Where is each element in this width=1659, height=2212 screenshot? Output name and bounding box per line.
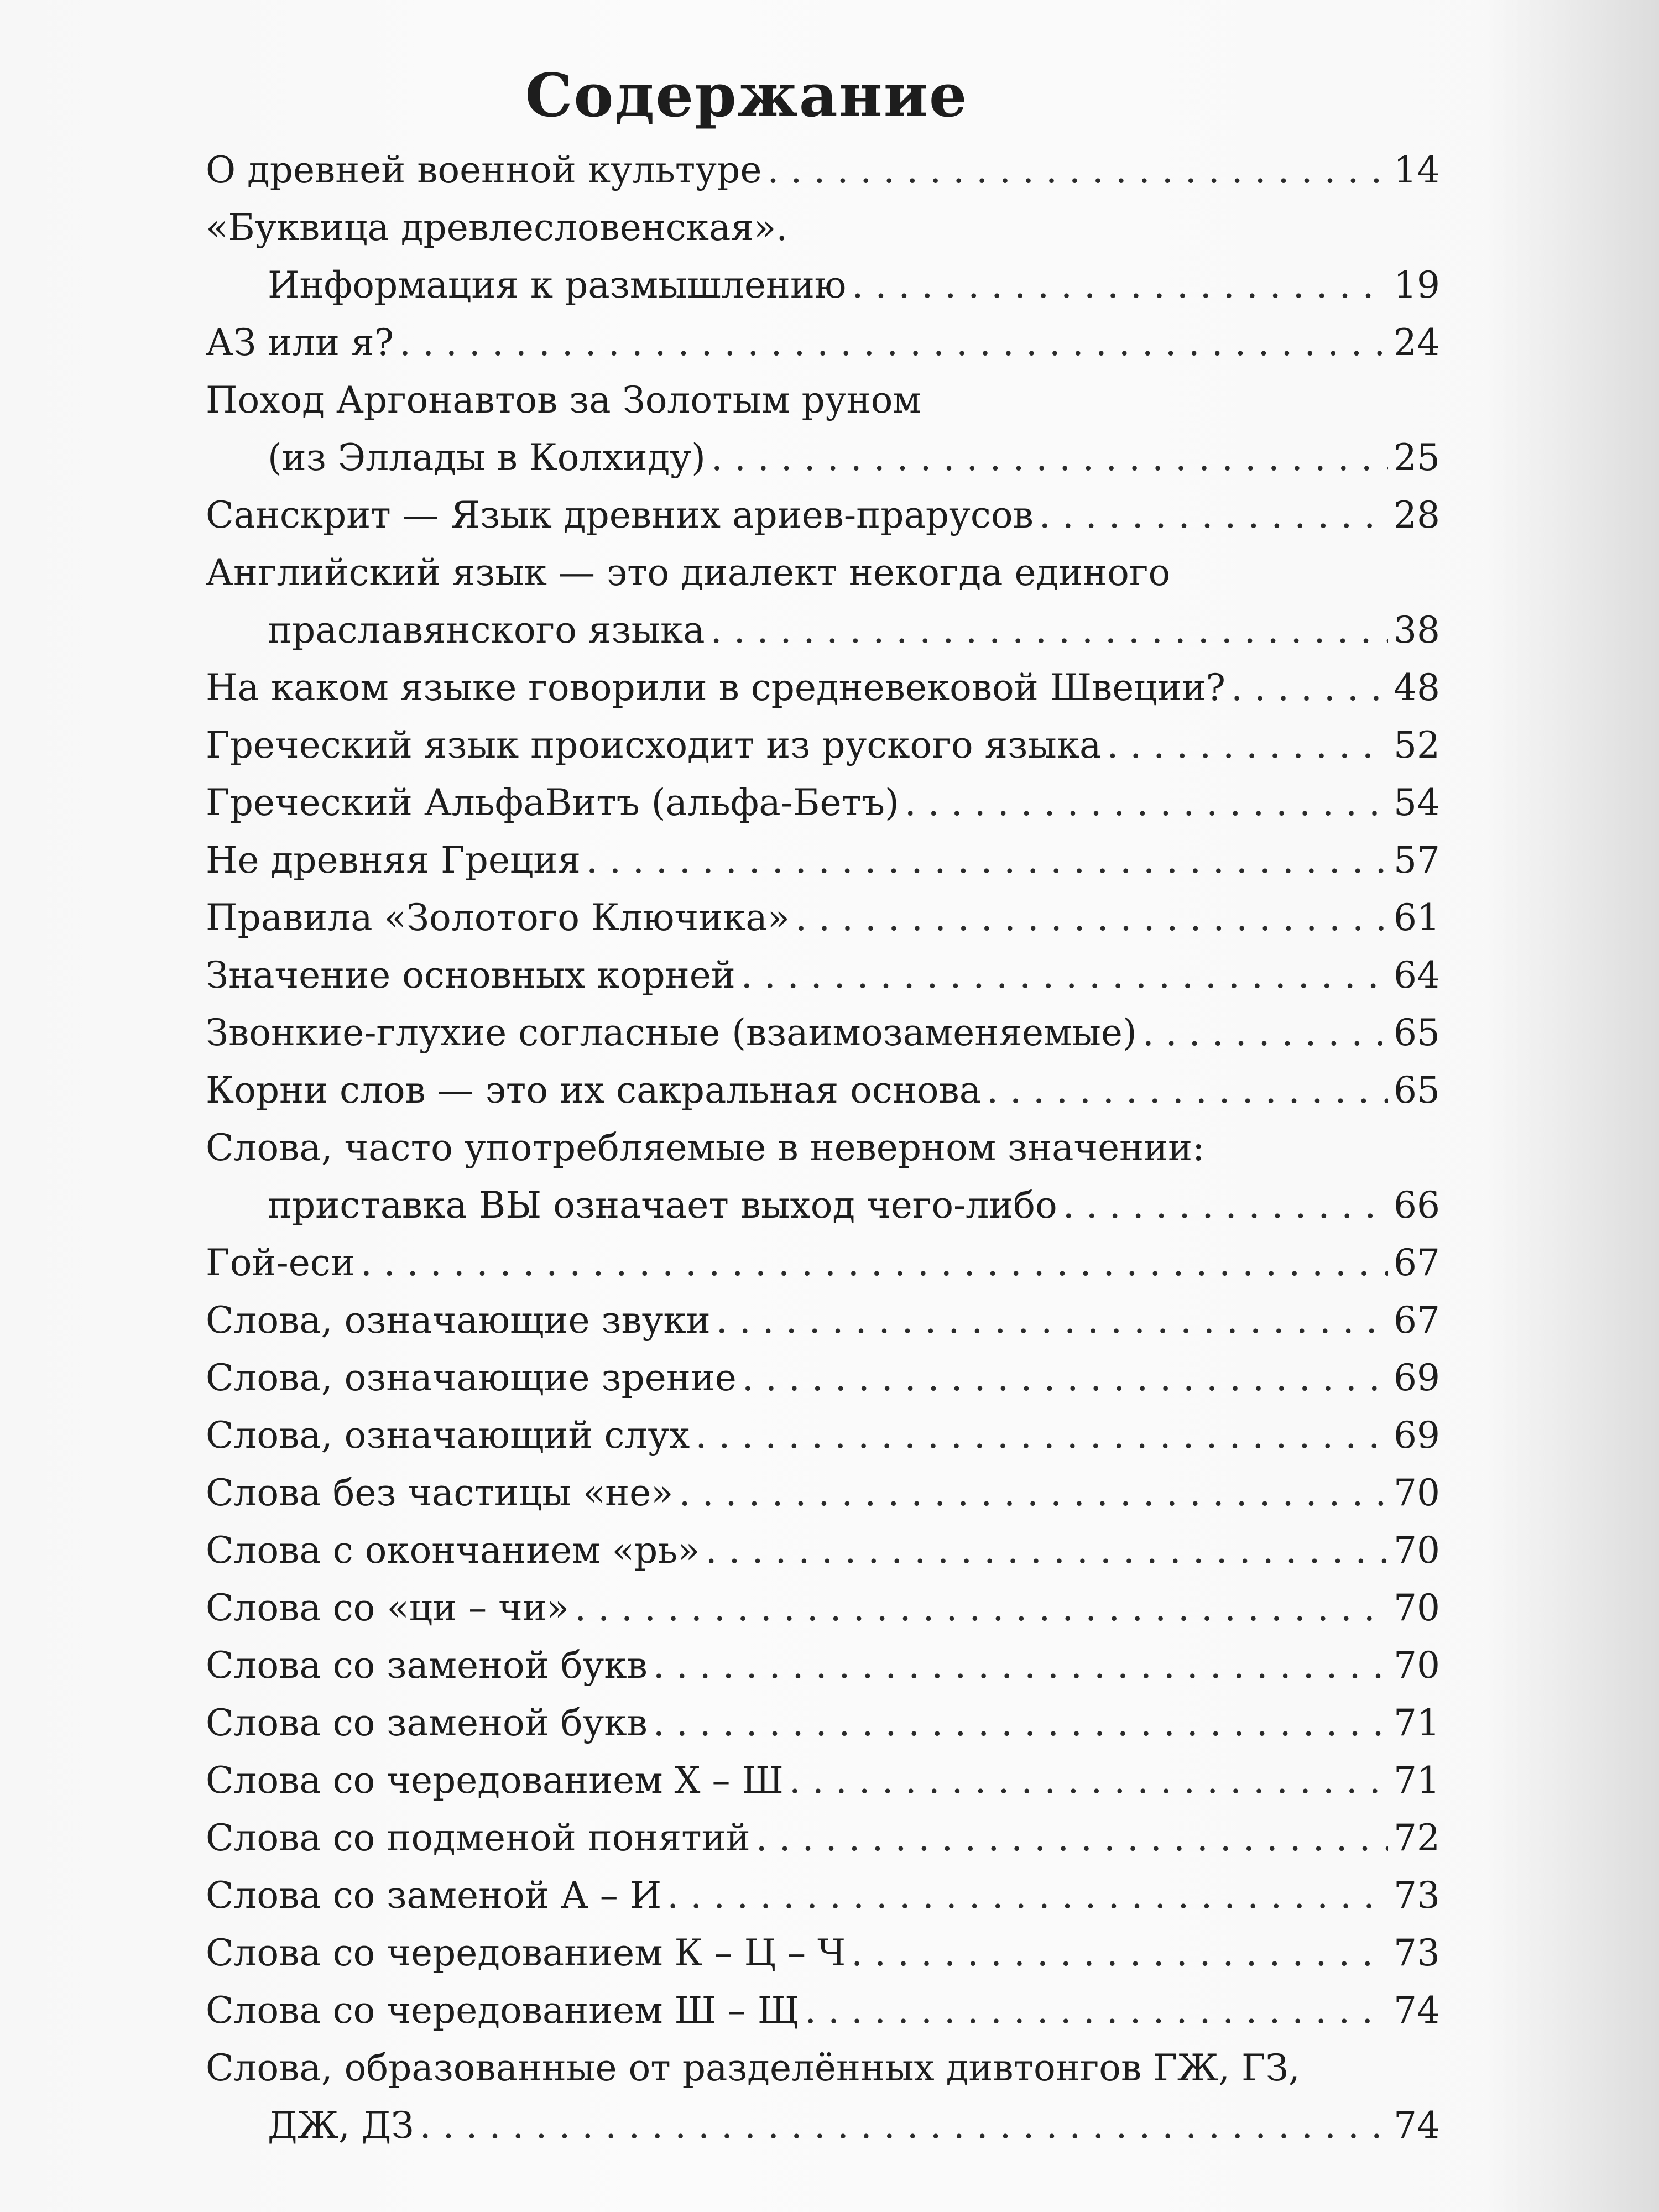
toc-entry-title: ДЖ, ДЗ [268, 2104, 414, 2147]
toc-entry-page-number: 70 [1394, 1529, 1440, 1572]
toc-entry-page-number: 74 [1394, 2104, 1440, 2147]
dot-leader [795, 889, 1388, 947]
toc-entry-title: Не древняя Греция [206, 839, 581, 881]
toc-entry [206, 1637, 1440, 1694]
toc-entry-page-number: 74 [1394, 1989, 1440, 2032]
toc-entry [206, 544, 1440, 602]
dot-leader [741, 947, 1388, 1004]
dot-leader [1231, 659, 1388, 717]
toc-entry [206, 1349, 1440, 1407]
toc-entry-page-number: 70 [1394, 1472, 1440, 1514]
toc-entry [206, 1177, 1440, 1234]
toc-entry-page-number: 70 [1394, 1587, 1440, 1629]
dot-leader [1063, 1177, 1388, 1234]
toc-entry [206, 889, 1440, 947]
toc-entry-title: Поход Аргонавтов за Золотым руном [206, 379, 921, 421]
toc-entry-page-number: 28 [1394, 494, 1440, 536]
dot-leader [706, 1522, 1388, 1579]
page-title: Содержание [525, 61, 968, 131]
toc-entry-title: Слова со «ци – чи» [206, 1587, 570, 1629]
toc-entry-page-number: 24 [1394, 321, 1440, 364]
toc-entry [206, 1522, 1440, 1579]
toc-entry-page-number: 73 [1394, 1932, 1440, 1974]
dot-leader [905, 774, 1388, 832]
toc-entry-title: Слова, часто употребляемые в неверном значении: [206, 1126, 1205, 1169]
dot-leader [361, 1234, 1388, 1292]
toc-entry-page-number: 57 [1394, 839, 1440, 881]
toc-entry-title: Корни слов — это их сакральная основа [206, 1069, 982, 1112]
toc-entry [206, 602, 1440, 659]
dot-leader [653, 1694, 1388, 1752]
toc-entry-page-number: 54 [1394, 781, 1440, 824]
toc-entry [206, 199, 1440, 257]
toc-entry-title: Греческий язык происходит из руского языка [206, 724, 1102, 766]
toc-entry [206, 2097, 1440, 2154]
toc-entry-title: Звонкие-глухие согласные (взаимозаменяемые) [206, 1011, 1137, 1054]
toc-entry-title: Слова, образованные от разделённых дивтонгов ГЖ, ГЗ, [206, 2047, 1300, 2089]
toc-entry [206, 1982, 1440, 2039]
dot-leader [742, 1349, 1388, 1407]
toc-entry [206, 1464, 1440, 1522]
toc-entry [206, 717, 1440, 774]
toc-entry-page-number: 65 [1394, 1011, 1440, 1054]
toc-entry-page-number: 65 [1394, 1069, 1440, 1112]
toc-entry-title: Слова со заменой А – И [206, 1874, 662, 1917]
toc-entry-title: Значение основных корней [206, 954, 735, 997]
toc-entry [206, 2039, 1440, 2097]
toc-entry-title: Слова со чередованием Х – Ш [206, 1759, 784, 1802]
toc-entry [206, 659, 1440, 717]
toc-entry-page-number: 52 [1394, 724, 1440, 766]
toc-entry-title: праславянского языка [268, 609, 705, 651]
dot-leader [716, 1292, 1388, 1349]
dot-leader [767, 142, 1388, 199]
toc-entry-title: Слова со заменой букв [206, 1644, 648, 1687]
toc-entry [206, 1234, 1440, 1292]
toc-entry [206, 1867, 1440, 1924]
toc-entry-title: приставка ВЫ означает выход чего-либо [268, 1184, 1057, 1227]
dot-leader [852, 257, 1388, 314]
toc-entry [206, 1004, 1440, 1062]
dot-leader [987, 1062, 1388, 1119]
toc-entry [206, 832, 1440, 889]
dot-leader [575, 1579, 1388, 1637]
toc-entry-title: Правила «Золотого Ключика» [206, 896, 790, 939]
toc-entry [206, 314, 1440, 372]
toc-entry-page-number: 25 [1394, 436, 1440, 479]
toc-entry-title: Слова, означающие звуки [206, 1299, 711, 1342]
dot-leader [711, 429, 1388, 487]
dot-leader [667, 1867, 1388, 1924]
dot-leader [756, 1809, 1388, 1867]
toc-entry [206, 1407, 1440, 1464]
dot-leader [1107, 717, 1388, 774]
toc-entry-title: Слова со подменой понятий [206, 1817, 750, 1859]
toc-entry-title: Английский язык — это диалект некогда единого [206, 551, 1171, 594]
toc-entry [206, 257, 1440, 314]
dot-leader [399, 314, 1388, 372]
toc-entry [206, 429, 1440, 487]
toc-entry-title: Слова со заменой букв [206, 1702, 648, 1744]
toc-entry-title: АЗ или я? [206, 321, 394, 364]
toc-entry-page-number: 66 [1394, 1184, 1440, 1227]
page-binding-shadow [1482, 0, 1659, 2212]
toc-entry-title: «Буквица древлесловенская». [206, 206, 788, 249]
toc-entry-page-number: 69 [1394, 1414, 1440, 1457]
dot-leader [805, 1982, 1388, 2039]
toc-entry-page-number: 67 [1394, 1299, 1440, 1342]
toc-entry-title: Информация к размышлению [268, 264, 847, 306]
dot-leader [695, 1407, 1388, 1464]
toc-entry-title: Слова без частицы «не» [206, 1472, 674, 1514]
toc-entry-title: Греческий АльфаВитъ (альфа-Бетъ) [206, 781, 899, 824]
toc-entry [206, 372, 1440, 429]
dot-leader [851, 1924, 1388, 1982]
table-of-contents [206, 142, 1440, 2154]
toc-entry [206, 1579, 1440, 1637]
dot-leader [711, 602, 1388, 659]
toc-entry-page-number: 69 [1394, 1357, 1440, 1399]
toc-entry [206, 142, 1440, 199]
toc-entry-page-number: 64 [1394, 954, 1440, 997]
toc-entry-page-number: 67 [1394, 1241, 1440, 1284]
toc-entry [206, 947, 1440, 1004]
toc-entry-title: Слова со чередованием Ш – Щ [206, 1989, 800, 2032]
toc-entry-page-number: 71 [1394, 1759, 1440, 1802]
toc-entry-title: Санскрит — Язык древних ариев-прарусов [206, 494, 1034, 536]
toc-entry-title: Слова, означающие зрение [206, 1357, 737, 1399]
dot-leader [1039, 487, 1388, 544]
toc-entry [206, 1752, 1440, 1809]
toc-entry-page-number: 61 [1394, 896, 1440, 939]
toc-entry-page-number: 14 [1394, 149, 1440, 191]
toc-entry-title: Слова со чередованием К – Ц – Ч [206, 1932, 846, 1974]
dot-leader [789, 1752, 1388, 1809]
toc-entry [206, 1062, 1440, 1119]
toc-entry [206, 487, 1440, 544]
toc-entry-title: О древней военной культуре [206, 149, 762, 191]
toc-entry-title: Слова, означающий слух [206, 1414, 690, 1457]
toc-entry-title: На каком языке говорили в средневековой Швеции? [206, 666, 1226, 709]
toc-entry-title: (из Эллады в Колхиду) [268, 436, 706, 479]
dot-leader [653, 1637, 1388, 1694]
toc-entry-title: Гой-еси [206, 1241, 355, 1284]
toc-entry [206, 1809, 1440, 1867]
dot-leader [1142, 1004, 1388, 1062]
toc-entry-page-number: 72 [1394, 1817, 1440, 1859]
dot-leader [679, 1464, 1388, 1522]
toc-entry-page-number: 48 [1394, 666, 1440, 709]
toc-entry [206, 1292, 1440, 1349]
dot-leader [420, 2097, 1388, 2154]
dot-leader [586, 832, 1388, 889]
toc-entry-page-number: 71 [1394, 1702, 1440, 1744]
toc-entry [206, 1694, 1440, 1752]
toc-entry [206, 1924, 1440, 1982]
toc-entry-page-number: 73 [1394, 1874, 1440, 1917]
toc-entry-page-number: 38 [1394, 609, 1440, 651]
toc-entry-page-number: 70 [1394, 1644, 1440, 1687]
toc-entry [206, 774, 1440, 832]
toc-entry-title: Слова с окончанием «рь» [206, 1529, 700, 1572]
toc-entry [206, 1119, 1440, 1177]
toc-entry-page-number: 19 [1394, 264, 1440, 306]
